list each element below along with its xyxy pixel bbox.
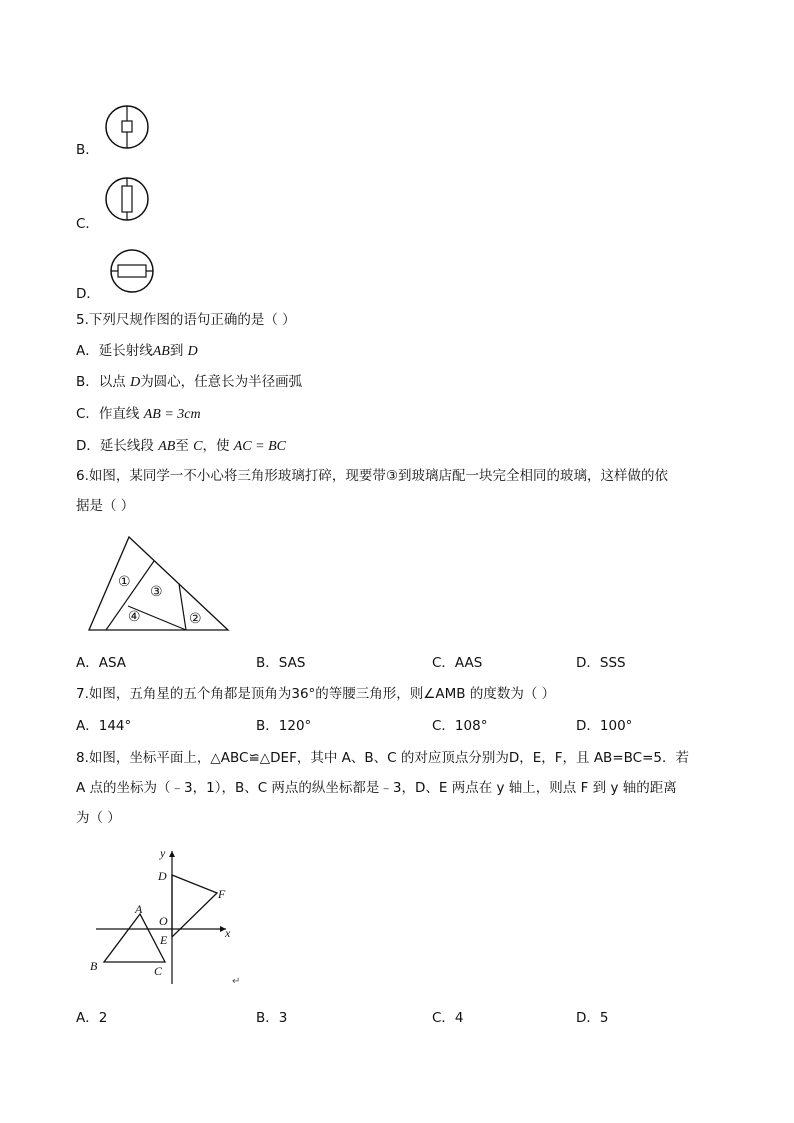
q6-label-1: ① xyxy=(118,574,131,590)
q8-label-o: O xyxy=(159,914,168,928)
q8-label-f: F xyxy=(218,887,226,901)
q5-stem: 5.下列尺规作图的语句正确的是（ ） xyxy=(76,312,296,328)
option-c-figure xyxy=(104,177,152,221)
q7-option-a: A．144° xyxy=(76,718,132,734)
q6-stem-line2: 据是（ ） xyxy=(76,498,135,514)
q8-stem-line1: 8.如图，坐标平面上，△ABC≌△DEF，其中 A、B、C 的对应顶点分别为D，E，F，且 AB=BC=5．若 xyxy=(76,750,689,766)
q7-option-c: C．108° xyxy=(432,718,488,734)
q6-option-c: C．AAS xyxy=(432,655,483,671)
option-b-figure xyxy=(104,105,152,149)
q6-label-2: ② xyxy=(189,611,202,627)
return-mark: ↵ xyxy=(232,976,241,987)
q8-option-c: C．4 xyxy=(432,1010,464,1026)
q8-label-x: x xyxy=(225,926,231,940)
q6-triangle-figure xyxy=(88,536,230,632)
q6-label-3: ③ xyxy=(150,584,163,600)
q8-option-d: D．5 xyxy=(576,1010,609,1026)
option-b-label: B． xyxy=(76,142,99,158)
q8-coordinate-figure xyxy=(84,843,254,988)
q5-option-a: A．延长射线AB到 D xyxy=(76,343,198,359)
q8-option-a: A．2 xyxy=(76,1010,108,1026)
q7-stem: 7.如图，五角星的五个角都是顶角为36°的等腰三角形，则∠AMB 的度数为（ ） xyxy=(76,686,556,702)
q6-option-d: D．SSS xyxy=(576,655,626,671)
q6-option-a: A．ASA xyxy=(76,655,127,671)
q7-option-d: D．100° xyxy=(576,718,633,734)
q5-option-c: C．作直线 AB = 3cm xyxy=(76,406,201,422)
q8-label-e: E xyxy=(160,933,168,947)
q5-option-d: D．延长线段 AB至 C，使 AC = BC xyxy=(76,438,286,454)
q8-label-b: B xyxy=(90,959,98,973)
q8-label-c: C xyxy=(154,964,163,978)
option-d-label: D． xyxy=(76,286,100,302)
q8-option-b: B．3 xyxy=(256,1010,288,1026)
q8-stem-line2: A 点的坐标为（﹣3，1），B、C 两点的纵坐标都是﹣3，D、E 两点在 y 轴上，则点 F 到 y 轴的距离 xyxy=(76,780,677,796)
option-c-label: C． xyxy=(76,216,99,232)
q6-stem-line1: 6.如图，某同学一不小心将三角形玻璃打碎，现要带③到玻璃店配一块完全相同的玻璃，这样做的依 xyxy=(76,468,668,484)
option-d-figure xyxy=(109,249,157,293)
q7-option-b: B．120° xyxy=(256,718,312,734)
q5-option-b: B．以点 D为圆心，任意长为半径画弧 xyxy=(76,374,303,390)
q8-label-d: D xyxy=(158,869,167,883)
q8-label-a: A xyxy=(135,902,143,916)
q6-label-4: ④ xyxy=(128,609,141,625)
q8-stem-line3: 为（ ） xyxy=(76,810,121,826)
q6-option-b: B．SAS xyxy=(256,655,306,671)
q8-label-y: y xyxy=(160,846,166,860)
